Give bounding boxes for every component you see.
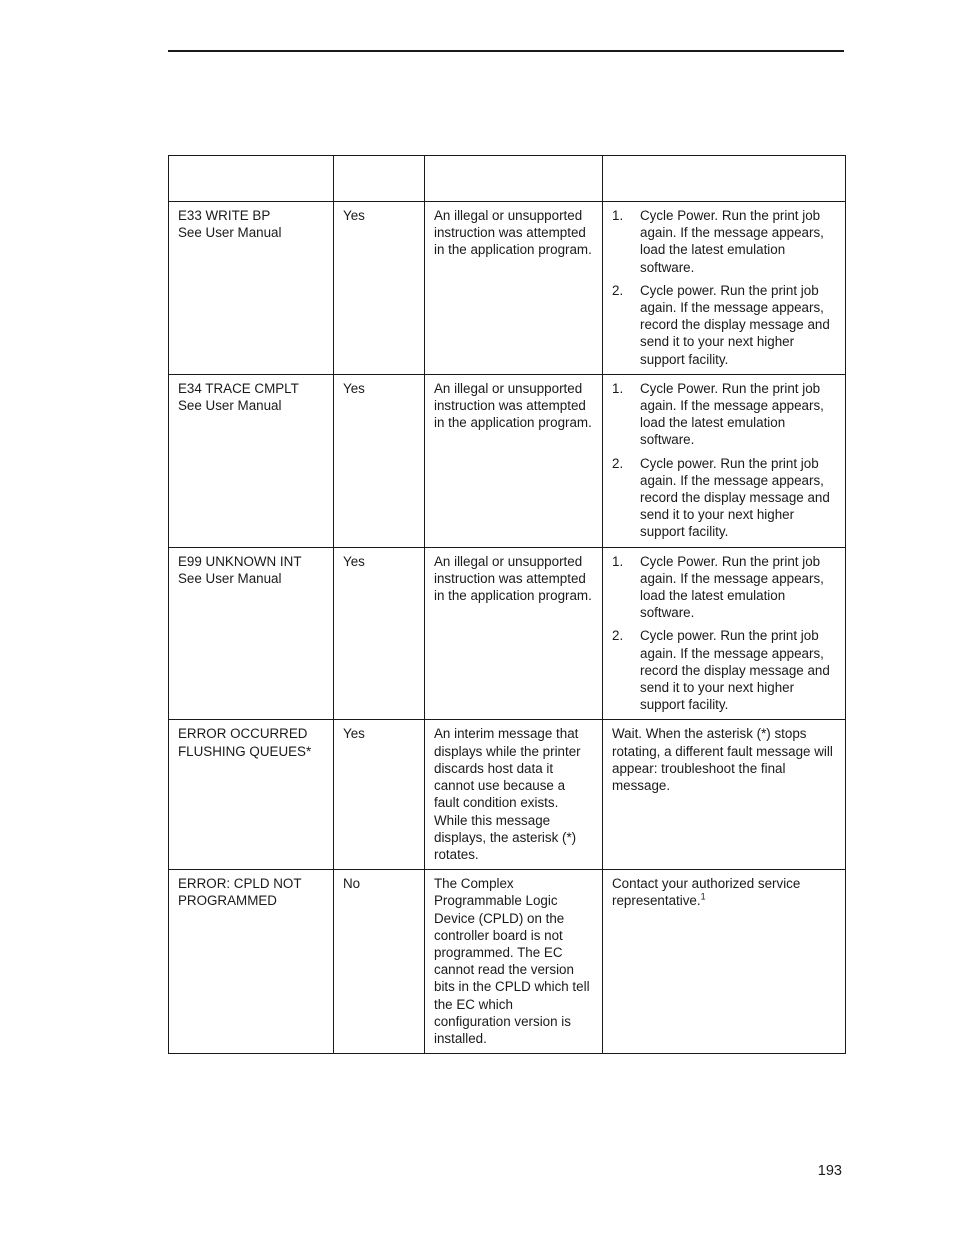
- step-number: 1.: [612, 380, 624, 396]
- can-clear-cell: Yes: [334, 202, 425, 375]
- message-cell: [169, 720, 334, 870]
- message-line: E34 TRACE CMPLT: [178, 380, 299, 396]
- step-number: 2.: [612, 628, 624, 644]
- footnote-marker: 1: [700, 891, 706, 902]
- message-line: E33 WRITE BP: [178, 208, 271, 223]
- step-number: 1.: [612, 553, 624, 569]
- message-line: FLUSHING QUEUES*: [178, 743, 312, 759]
- step-text: Cycle Power. Run the print job again. If the message appears, load the latest emulation software.: [640, 208, 824, 275]
- can-clear-cell: Yes: [334, 720, 425, 870]
- step-text: Cycle power. Run the print job again. If the message appears, record the display message and send it to your next higher support facility.: [640, 282, 830, 367]
- explanation-cell: The Complex Programmable Logic Device (CPLD) on the controller board is not programmed. The EC cannot read the version bits in the CPLD which tell the EC which configuration version is installed.: [425, 870, 603, 1054]
- step-text: Cycle Power. Run the print job again. If the message appears, load the latest emulation software.: [640, 380, 824, 448]
- step-number: 2.: [612, 282, 624, 298]
- list-item: [612, 380, 836, 449]
- header-cell: [603, 156, 846, 202]
- message-line: ERROR: CPLD NOT: [178, 876, 302, 892]
- header-cell: [425, 156, 603, 202]
- header-cell: [334, 156, 425, 202]
- message-cell: [169, 202, 334, 375]
- header-cell: [169, 156, 334, 202]
- table-row: [169, 547, 846, 720]
- message-line: ERROR OCCURRED: [178, 726, 308, 742]
- explanation-cell: An illegal or unsupported instruction was attempted in the application program.: [425, 202, 603, 375]
- message-line: See User Manual: [178, 570, 282, 586]
- action-steps: [612, 380, 836, 541]
- explanation-cell: An illegal or unsupported instruction was attempted in the application program.: [425, 374, 603, 547]
- action-text: Contact your authorized service representative.: [612, 876, 801, 909]
- action-steps: [612, 207, 836, 368]
- action-cell: [603, 374, 846, 547]
- table-row: [169, 720, 846, 870]
- action-cell: Wait. When the asterisk (*) stops rotating, a different fault message will appear: troubleshoot the final message.: [603, 720, 846, 870]
- explanation-cell: An interim message that displays while the printer discards host data it cannot use because a fault condition exists. While this message displays, the asterisk (*) rotates.: [425, 720, 603, 870]
- action-cell: [603, 547, 846, 720]
- list-item: [612, 553, 836, 622]
- message-line: E99 UNKNOWN INT: [178, 553, 302, 569]
- message-line: PROGRAMMED: [178, 893, 277, 909]
- can-clear-cell: Yes: [334, 374, 425, 547]
- action-cell: [603, 202, 846, 375]
- list-item: [612, 282, 836, 368]
- message-cell: [169, 547, 334, 720]
- list-item: [612, 455, 836, 541]
- page-number: 193: [817, 1163, 842, 1179]
- can-clear-cell: Yes: [334, 547, 425, 720]
- error-message-table: [168, 155, 846, 1054]
- action-steps: [612, 553, 836, 714]
- list-item: [612, 627, 836, 713]
- table-row: [169, 374, 846, 547]
- step-text: Cycle Power. Run the print job again. If the message appears, load the latest emulation software.: [640, 553, 824, 621]
- message-line: See User Manual: [178, 225, 282, 241]
- message-line: See User Manual: [178, 398, 282, 414]
- step-text: Cycle power. Run the print job again. If the message appears, record the display message and send it to your next higher support facility.: [640, 455, 830, 540]
- step-number: 1.: [612, 208, 624, 223]
- can-clear-cell: No: [334, 870, 425, 1054]
- message-cell: [169, 374, 334, 547]
- message-cell: [169, 870, 334, 1054]
- action-cell: [603, 870, 846, 1054]
- step-number: 2.: [612, 455, 624, 471]
- table-row: [169, 870, 846, 1054]
- list-item: [612, 207, 836, 276]
- step-text: Cycle power. Run the print job again. If the message appears, record the display message and send it to your next higher support facility.: [640, 628, 830, 713]
- top-rule: [168, 50, 844, 52]
- explanation-cell: An illegal or unsupported instruction was attempted in the application program.: [425, 547, 603, 720]
- table-row: [169, 202, 846, 375]
- table-header-row: [169, 156, 846, 202]
